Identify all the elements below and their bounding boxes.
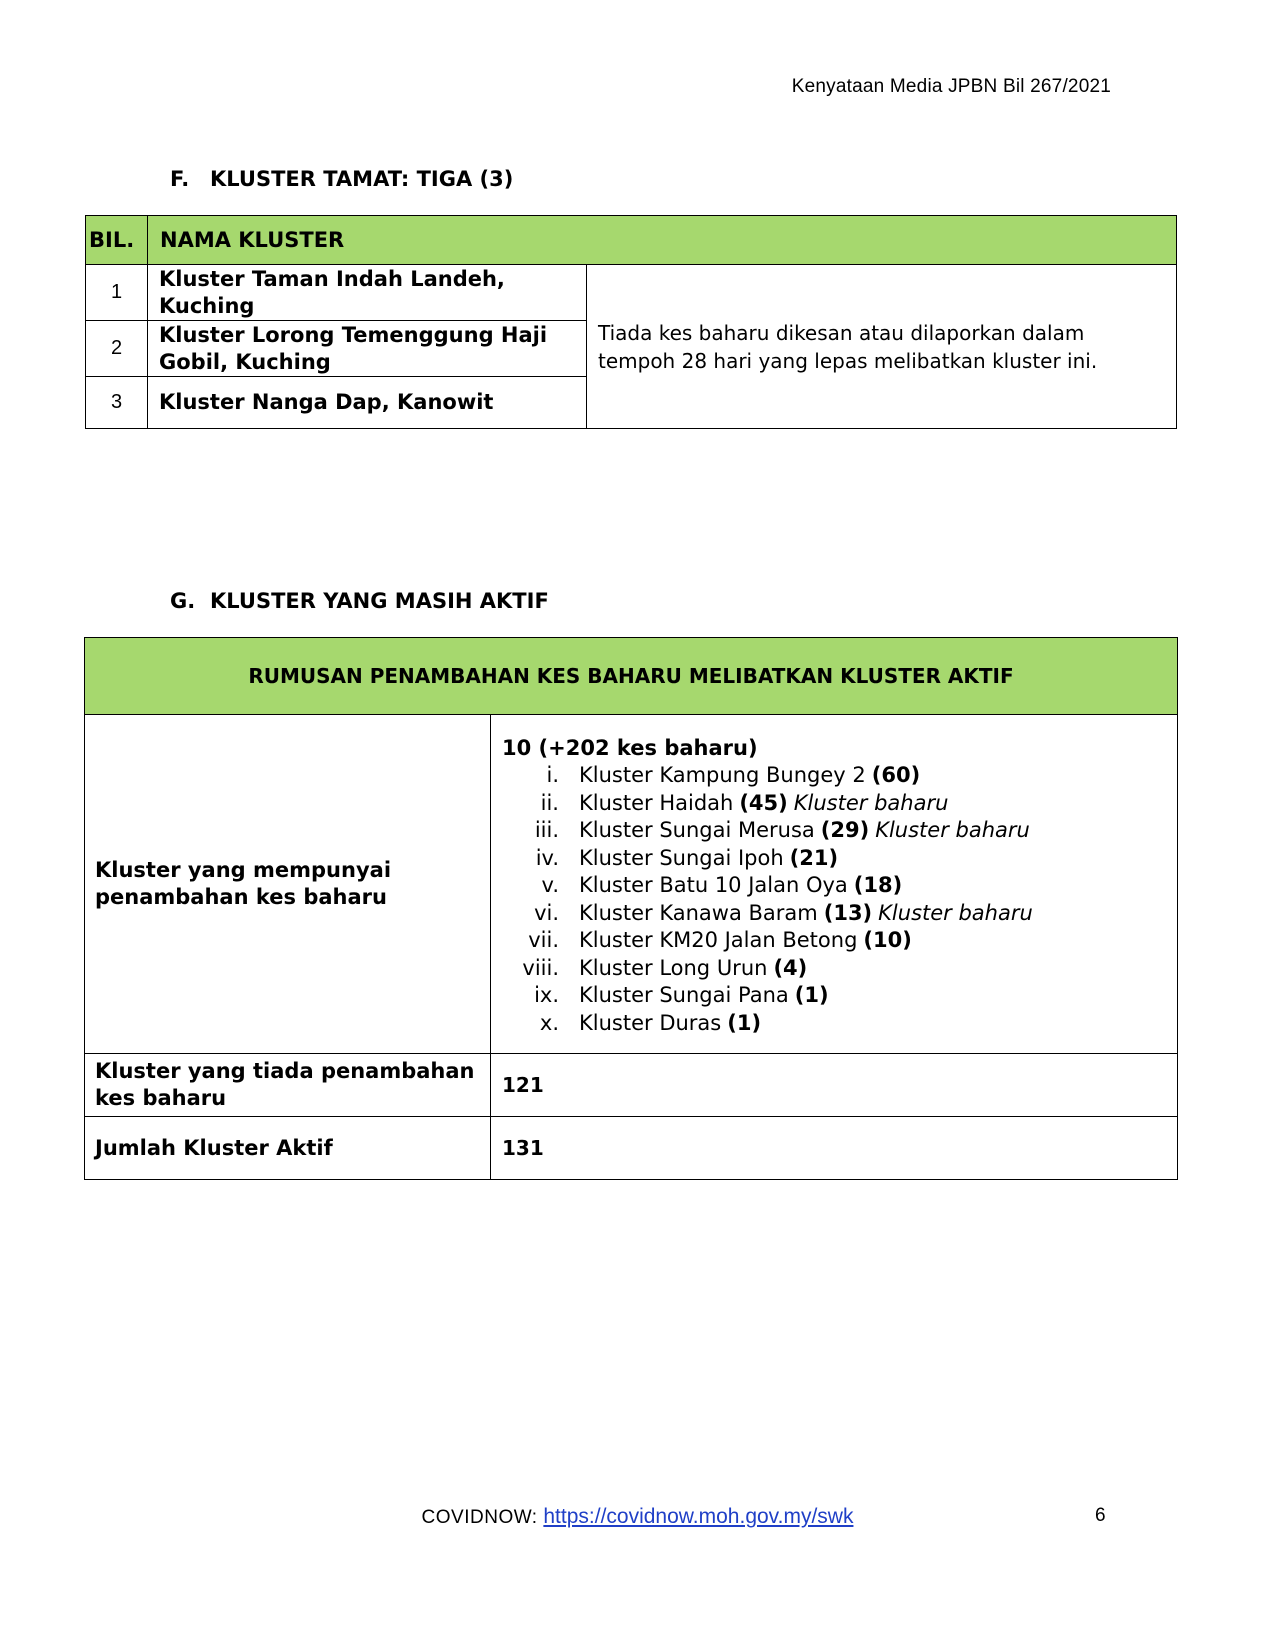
list-item: [502, 982, 1177, 1010]
section-f-heading: [170, 167, 513, 191]
list-item-name: Kluster Kanawa Baram: [579, 900, 818, 925]
covidnow-link[interactable]: https://covidnow.moh.gov.my/swk: [543, 1505, 854, 1528]
table-row: [85, 715, 1178, 1054]
list-item-number: ix.: [534, 983, 559, 1007]
list-item-number: viii.: [522, 955, 559, 980]
list-item: [502, 1010, 1177, 1038]
table-row: [85, 1117, 1178, 1180]
row-label-no-new-cases: Kluster yang tiada penambahan kes baharu: [85, 1054, 491, 1117]
footer-prefix: COVIDNOW:: [421, 1507, 544, 1528]
list-item-count: (1): [794, 983, 829, 1007]
column-header-bil: BIL.: [86, 216, 148, 265]
list-item: [502, 872, 1177, 900]
list-item: [502, 790, 1177, 818]
row-label-total-active: Jumlah Kluster Aktif: [85, 1117, 491, 1180]
list-item: [502, 955, 1177, 983]
list-item: [502, 817, 1177, 845]
list-item-number: i.: [546, 763, 559, 787]
table-row: [86, 265, 1177, 321]
list-item-count: (60): [871, 763, 921, 787]
table-header-row: [85, 638, 1178, 715]
section-f-title: KLUSTER TAMAT: TIGA (3): [210, 167, 514, 191]
list-item-count: (13): [823, 900, 873, 925]
new-cases-cell: [491, 715, 1178, 1054]
active-clusters-table: [84, 637, 1178, 1180]
page-number: 6: [1095, 1505, 1106, 1526]
active-clusters-table-title: RUMUSAN PENAMBAHAN KES BAHARU MELIBATKAN KLUSTER AKTIF: [85, 638, 1178, 715]
section-f-letter: F.: [170, 167, 190, 191]
list-item-name: Kluster KM20 Jalan Betong: [579, 928, 858, 952]
list-item-count: (1): [727, 1010, 762, 1035]
table-row: [85, 1054, 1178, 1117]
row-label-new-cases: Kluster yang mempunyai penambahan kes baharu: [85, 715, 491, 1054]
list-item-name: Kluster Kampung Bungey 2: [579, 763, 866, 787]
row-number: 1: [86, 265, 148, 321]
list-item-name: Kluster Duras: [579, 1010, 722, 1035]
list-item-name: Kluster Haidah: [579, 790, 734, 815]
new-cases-total: 10 (+202 kes baharu): [502, 736, 758, 760]
list-item-number: x.: [539, 1010, 559, 1035]
section-g-title: KLUSTER YANG MASIH AKTIF: [210, 589, 549, 613]
list-item-tag: Kluster baharu: [878, 900, 1033, 925]
cluster-name: Kluster Lorong Temenggung Haji Gobil, Kuching: [148, 321, 587, 377]
list-item-count: (45): [739, 790, 788, 815]
list-item: [502, 900, 1177, 928]
table-header-row: [86, 216, 1177, 265]
list-item-number: ii.: [540, 790, 559, 815]
list-item-tag: Kluster baharu: [793, 790, 949, 815]
list-item-name: Kluster Sungai Ipoh: [579, 845, 784, 870]
list-item: [502, 845, 1177, 873]
column-header-nama-kluster: NAMA KLUSTER: [148, 216, 1177, 265]
cluster-name: Kluster Taman Indah Landeh, Kuching: [148, 265, 587, 321]
ended-clusters-note: Tiada kes baharu dikesan atau dilaporkan dalam tempoh 28 hari yang lepas melibatkan kluster ini.: [587, 265, 1177, 429]
list-item: [502, 927, 1177, 955]
list-item-count: (29): [820, 818, 870, 842]
section-g-heading: [170, 589, 549, 613]
list-item-tag: Kluster baharu: [875, 818, 1030, 842]
ended-clusters-table: [85, 215, 1177, 429]
list-item-number: iii.: [534, 818, 559, 842]
row-number: 3: [86, 377, 148, 429]
list-item-count: (18): [853, 873, 903, 897]
list-item: [502, 762, 1177, 790]
footer: [0, 1505, 1275, 1529]
list-item-number: v.: [541, 873, 559, 897]
list-item-count: (10): [863, 928, 912, 952]
list-item-name: Kluster Batu 10 Jalan Oya: [579, 873, 848, 897]
list-item-number: vi.: [534, 900, 559, 925]
row-number: 2: [86, 321, 148, 377]
list-item-number: iv.: [535, 845, 559, 870]
list-item-number: vii.: [528, 928, 559, 952]
list-item-count: (4): [773, 955, 808, 980]
total-active-value: 131: [491, 1117, 1178, 1180]
no-new-cases-value: 121: [491, 1054, 1178, 1117]
list-item-name: Kluster Sungai Merusa: [579, 818, 815, 842]
cluster-name: Kluster Nanga Dap, Kanowit: [148, 377, 587, 429]
section-g-letter: G.: [170, 589, 196, 613]
list-item-count: (21): [789, 845, 839, 870]
media-statement-reference: Kenyataan Media JPBN Bil 267/2021: [791, 76, 1111, 97]
list-item-name: Kluster Sungai Pana: [579, 983, 789, 1007]
active-cluster-list: [502, 762, 1177, 1037]
list-item-name: Kluster Long Urun: [579, 955, 768, 980]
